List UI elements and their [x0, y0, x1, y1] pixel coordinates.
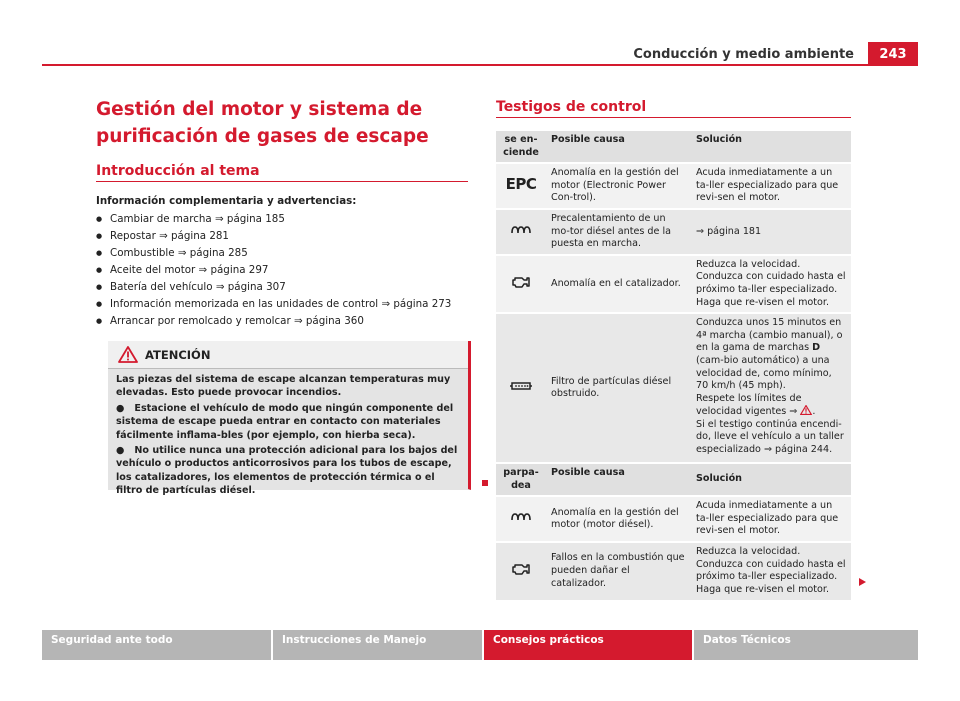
page-number: 243	[868, 42, 918, 66]
section-title: Introducción al tema	[96, 163, 260, 179]
tab-consejos[interactable]: Consejos prácticos	[484, 630, 692, 660]
col-header: se en-ciende	[496, 131, 546, 163]
glow-plug-icon	[496, 209, 546, 255]
indicators-title: Testigos de control	[496, 99, 647, 115]
cause-cell: Fallos en la combustión que pueden dañar el catalizador.	[546, 542, 691, 600]
glow-plug-icon	[496, 496, 546, 542]
footer-tabs	[42, 630, 918, 660]
solution-cell: Acuda inmediatamente a un ta-ller especializado para que revi-sen el motor.	[691, 496, 851, 542]
header-rule	[42, 64, 918, 66]
epc-icon: EPC	[496, 163, 546, 209]
col-header: Solución	[691, 131, 851, 163]
table-row	[496, 209, 851, 255]
tab-datos-tecnicos[interactable]: Datos Técnicos	[694, 630, 918, 660]
list-item[interactable]: ● Repostar ⇒ página 281	[96, 228, 468, 245]
engine-icon	[496, 255, 546, 313]
continue-arrow-icon[interactable]	[857, 572, 867, 591]
solution-cell: Conduzca unos 15 minutos en 4ª marcha (cambio manual), o en la gama de marchas D (cam-bio automático) a una velocidad de, como mínimo, 70 km/h (45 mph). Respete los límites de velocidad vigentes ⇒ . Si el testigo continúa encendi-do, lleve el vehículo a un taller especializado ⇒ página 244.	[691, 313, 851, 463]
warning-bullet: ● No utilice nunca una protección adicional para los bajos del vehículo o productos anticorrosivos para los tubos de escape, los catalizadores, los elementos de protección térmica o el filtro de partículas diésel.	[116, 445, 458, 497]
col-header: parpa-dea	[496, 464, 546, 496]
table-row	[496, 313, 851, 463]
solution-cell[interactable]: ⇒ página 181	[691, 209, 851, 255]
col-header: Solución	[691, 464, 851, 496]
indicators-table-on	[496, 131, 851, 464]
tab-instrucciones[interactable]: Instrucciones de Manejo	[273, 630, 482, 660]
indicators-table-flash	[496, 464, 851, 602]
warning-bullet: ● Estacione el vehículo de modo que ningún componente del sistema de escape pueda entrar en contacto con materiales fácilmente inflama-bles (por ejemplo, con hierba seca).	[116, 402, 454, 441]
col-header: Posible causa	[546, 131, 691, 163]
list-item[interactable]: ● Cambiar de marcha ⇒ página 185	[96, 211, 468, 228]
info-lead: Información complementaria y advertencias:	[96, 195, 357, 207]
list-item[interactable]: ● Información memorizada en las unidades de control ⇒ página 273	[96, 296, 468, 313]
list-item[interactable]: ● Combustible ⇒ página 285	[96, 245, 468, 262]
table-row	[496, 496, 851, 542]
solution-cell: Reduzca la velocidad. Conduzca con cuidado hasta el próximo ta-ller especializado. Haga que re-visen el motor.	[691, 255, 851, 313]
indicators-rule	[496, 117, 851, 118]
warning-triangle-icon	[118, 346, 138, 367]
cause-cell: Precalentamiento de un mo-tor diésel antes de la puesta en marcha.	[546, 209, 691, 255]
cause-cell: Anomalía en el catalizador.	[546, 255, 691, 313]
list-item[interactable]: ● Aceite del motor ⇒ página 297	[96, 262, 468, 279]
cause-cell: Anomalía en la gestión del motor (Electronic Power Con-trol).	[546, 163, 691, 209]
list-item[interactable]: ● Batería del vehículo ⇒ página 307	[96, 279, 468, 296]
table-row	[496, 163, 851, 209]
running-header: Conducción y medio ambiente	[633, 47, 854, 62]
table-row	[496, 542, 851, 600]
engine-icon	[496, 542, 546, 600]
solution-cell: Acuda inmediatamente a un ta-ller especializado para que revi-sen el motor.	[691, 163, 851, 209]
chapter-title: Gestión del motor y sistema de purificación de gases de escape	[96, 99, 429, 147]
list-item[interactable]: ● Arrancar por remolcado y remolcar ⇒ página 360	[96, 313, 468, 330]
warning-body	[116, 373, 462, 500]
cause-cell: Anomalía en la gestión del motor (motor diésel).	[546, 496, 691, 542]
section-end-marker	[482, 480, 488, 486]
warning-triangle-icon[interactable]	[800, 406, 812, 417]
warning-box	[108, 341, 471, 497]
warning-header	[108, 341, 468, 369]
col-header: Posible causa	[546, 464, 691, 496]
warning-title: ATENCIÓN	[145, 348, 211, 362]
tab-seguridad[interactable]: Seguridad ante todo	[42, 630, 271, 660]
section-rule	[96, 181, 468, 182]
table-row	[496, 255, 851, 313]
warning-intro: Las piezas del sistema de escape alcanzan temperaturas muy elevadas. Esto puede provocar incendios.	[116, 374, 451, 399]
cause-cell: Filtro de partículas diésel obstruido.	[546, 313, 691, 463]
solution-cell: Reduzca la velocidad. Conduzca con cuidado hasta el próximo ta-ller especializado. Haga que re-visen el motor.	[691, 542, 851, 600]
info-list	[96, 193, 468, 330]
diesel-particle-filter-icon	[496, 313, 546, 463]
